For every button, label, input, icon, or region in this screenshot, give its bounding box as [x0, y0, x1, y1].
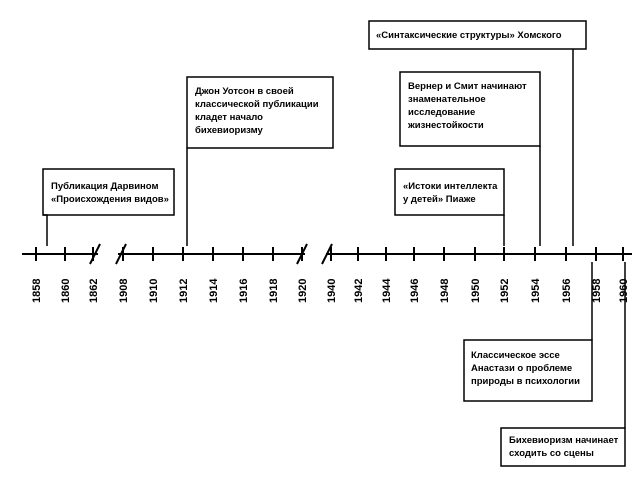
connector-darwin [43, 215, 47, 246]
year-label-1862: 1862 [88, 278, 100, 303]
year-label-1950: 1950 [470, 278, 482, 303]
year-label-1942: 1942 [353, 278, 365, 303]
year-label-1908: 1908 [118, 278, 130, 303]
event-text-darwin: Публикация Дарвином «Происхождения видов» [51, 181, 169, 205]
year-label-1920: 1920 [297, 278, 309, 303]
year-label-1958: 1958 [591, 278, 603, 303]
year-labels [31, 278, 630, 303]
event-text-anastasi: Классическое эссе Анастази о проблеме природы в психологии [471, 350, 580, 387]
event-text-piaget: «Истоки интеллекта у детей» Пиаже [403, 181, 498, 205]
year-label-1918: 1918 [268, 278, 280, 303]
year-label-1956: 1956 [561, 278, 573, 303]
event-text-chomsky: «Синтаксические структуры» Хомского [376, 30, 562, 41]
year-label-1858: 1858 [31, 278, 43, 303]
year-label-1914: 1914 [208, 278, 220, 303]
year-label-1954: 1954 [530, 278, 542, 303]
event-text-werner: Вернер и Смит начинают знаменательное исследование жизнестойкости [408, 81, 527, 131]
year-label-1960: 1960 [618, 278, 630, 303]
year-label-1916: 1916 [238, 278, 250, 303]
year-label-1952: 1952 [499, 278, 511, 303]
year-label-1944: 1944 [381, 278, 393, 303]
event-boxes [43, 21, 625, 466]
year-label-1946: 1946 [409, 278, 421, 303]
year-label-1860: 1860 [60, 278, 72, 303]
event-text-behaviorism-end: Бихевиоризм начинает сходить со сцены [509, 435, 619, 459]
year-label-1912: 1912 [178, 278, 190, 303]
year-label-1910: 1910 [148, 278, 160, 303]
year-label-1940: 1940 [326, 278, 338, 303]
event-text-watson: Джон Уотсон в своей классической публикации кладет начало бихевиоризму [195, 86, 319, 136]
year-label-1948: 1948 [439, 278, 451, 303]
